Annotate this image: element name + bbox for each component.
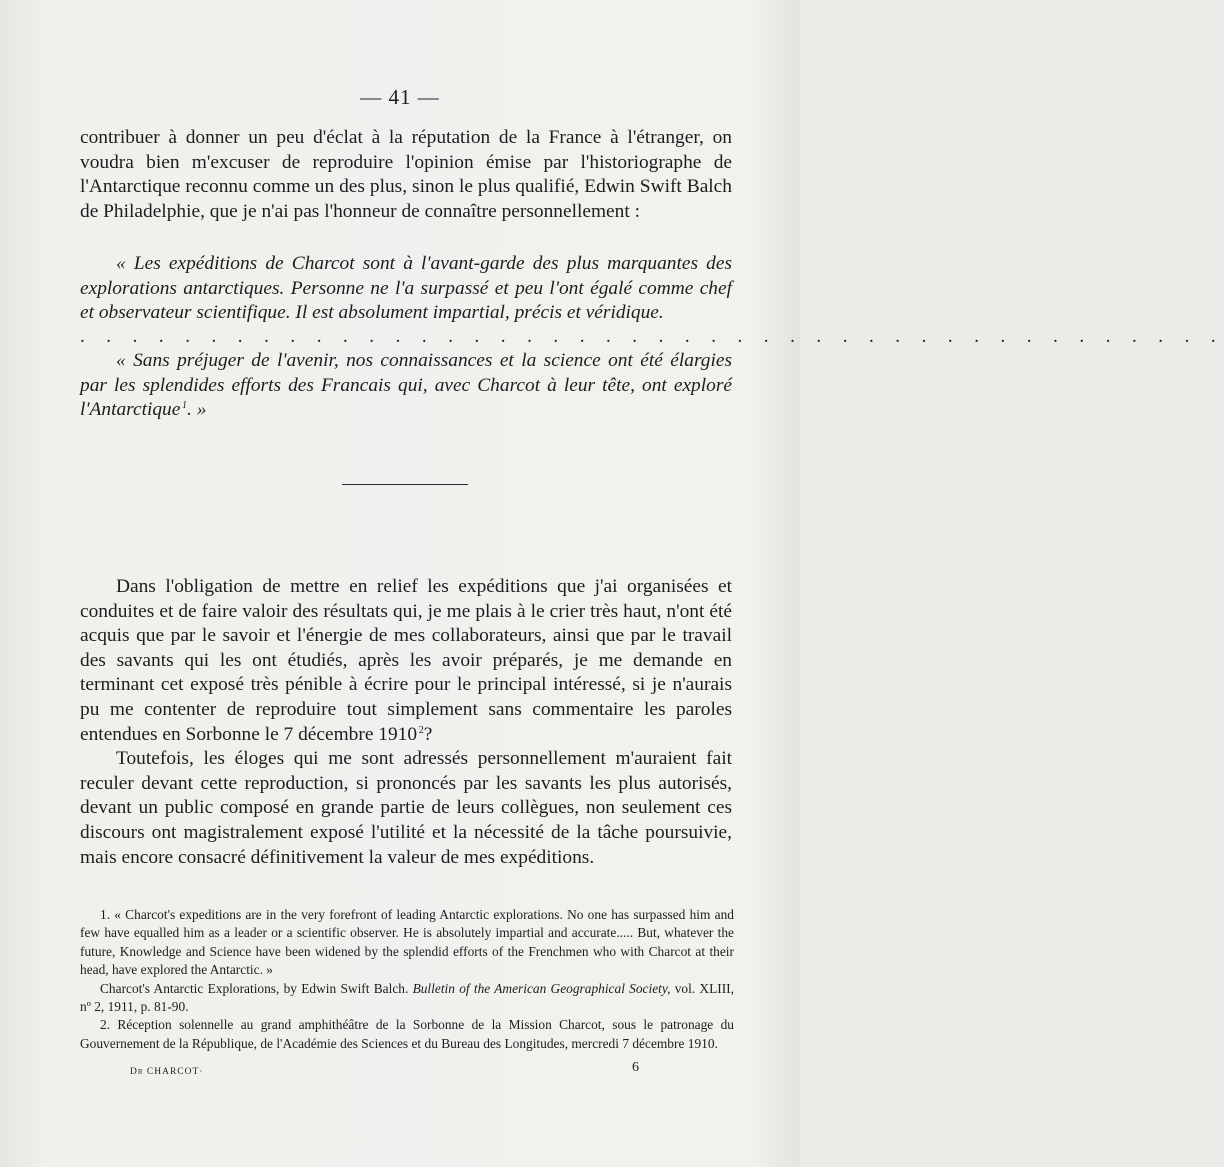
quote-balch-1 <box>80 252 732 326</box>
footnote-ref-2: 2 <box>418 724 424 736</box>
quote-balch-2 <box>80 349 732 423</box>
quote-balch-2-closing: . » <box>187 399 207 421</box>
body-paragraph-2 <box>80 575 732 747</box>
body-paragraph-3: Toutefois, les éloges qui me sont adressés personnellement m'auraient fait reculer devant cette reproduction, si prononcés par les savants les plus autorisés, devant un public composé en grande partie de leurs collègues, non seulement ces discours ont magistralement exposé l'utilité et la nécessité de la tâche poursuivie, mais encore consacré définitivement la valeur de mes expéditions. <box>80 748 732 868</box>
quote-balch-1-text: « Les expéditions de Charcot sont à l'avant-garde des plus marquantes des explorations antarctiques. Personne ne l'a surpassé et peu l'ont égalé comme chef et observateur scientifique. Il est absolument impartial, précis et véridique. <box>80 253 732 324</box>
intro-paragraph-text: contribuer à donner un peu d'éclat à la réputation de la France à l'étranger, on voudra bien m'excuser de reproduire l'opinion émise par l'historiographe de l'Antarctique reconnu comme un des plus, sinon le plus qualifié, Edwin Swift Balch de Philadelphie, que je n'ai pas l'honneur de connaître personnellement : <box>80 127 732 222</box>
signature-mark: Dr CHARCOT· <box>130 1067 204 1077</box>
footnote-citation <box>80 980 734 1017</box>
footnote-1: 1. « Charcot's expeditions are in the very forefront of leading Antarctic explorations. No one has surpassed him and few have equalled him as a leader or a scientific observer. He is absolutely impartial and accurate..... But, whatever the future, Knowledge and Science have been widened by the splendid efforts of the Frenchmen who with Charcot at their head, have explored the Antarctic. » <box>80 907 734 978</box>
quote-balch-2-paragraph <box>80 349 732 423</box>
quote-balch-2-text: « Sans préjuger de l'avenir, nos connaissances et la science ont été élargies par les splendides efforts des Francais qui, avec Charcot à leur tête, ont exploré l'Antarctique <box>80 350 732 421</box>
sheet-number: 6 <box>632 1060 639 1075</box>
citation-prefix: Charcot's Antarctic Explorations, by Edwin Swift Balch. <box>100 980 409 996</box>
body-paragraph-2-closing: ? <box>423 723 433 745</box>
section-divider <box>342 484 468 485</box>
body-paragraph-2-text: Dans l'obligation de mettre en relief les expéditions que j'ai organisées et conduites et de faire valoir des résultats qui, je me plais à le crier très haut, n'ont été acquis que par le savoir et l'énergie de mes collaborateurs, ainsi que par le travail des savants qui les ont étudiés, après les avoir préparés, je me demande en terminant cet exposé très pénible à écrire pour le principal intéressé, si je n'aurais pu me contenter de reproduire tout simplement sans commentaire les paroles entendues en Sorbonne le 7 décembre 1910 <box>80 576 732 745</box>
footnote-2: 2. Réception solennelle au grand amphithéâtre de la Sorbonne de la Mission Charcot, sous le patronage du Gouvernement de la République, de l'Académie des Sciences et du Bureau des Longitudes, mercredi 7 décembre 1910. <box>80 1017 734 1051</box>
citation-journal: Bulletin of the American Geographical Society, <box>412 980 671 996</box>
page-number: — 41 — <box>360 85 440 109</box>
main-body <box>80 575 732 870</box>
citation-suffix: vol. XLIII, nº 2, 1911, p. 81-90. <box>80 980 734 1015</box>
footnote-ref-1: 1 <box>182 400 187 412</box>
footnotes <box>80 906 734 1053</box>
intro-paragraph <box>80 126 732 224</box>
ellipsis-dots: . . . . . . . . . . . . . . . . . . . . . . . . . . . . . . . . . . . . . . . . . . . . <box>80 326 1224 347</box>
